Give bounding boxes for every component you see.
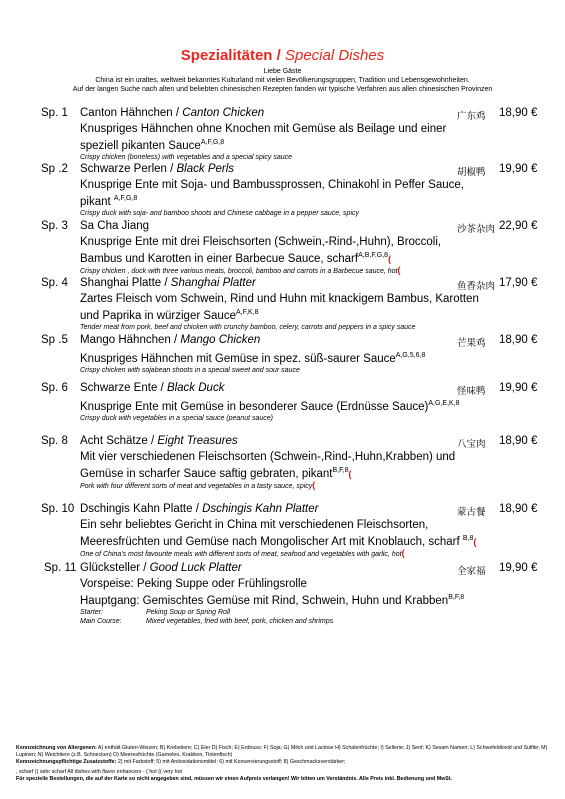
starter-label: Starter: [80,608,103,616]
desc-en: Crispy chicken (boneless) with vegetables and a special spicy sauce [80,153,293,161]
dish-description [80,518,490,559]
dish-name-en: Black Perls [176,163,235,175]
starter-text: Peking Soup or Spring Roll [146,608,231,616]
dish-code: Sp. 4 [41,277,68,289]
dish-name-en: Shanghai Platter [170,277,256,289]
main-course-label: Main Course: [80,617,122,625]
dish-price: 19,90 € [499,163,538,175]
page-title [0,47,565,64]
dish-name-en: Canton Chicken [182,107,265,119]
footer-notes [16,745,556,783]
desc-en [80,481,480,491]
dish-name-de: Shanghai Platte / [80,277,171,289]
dish-name-de: Acht Schätze / [80,435,158,447]
dish-name [80,562,242,574]
desc-en [80,549,490,559]
title-de: Spezialitäten / [180,47,285,64]
dish-name [80,435,238,447]
dish-chinese-name: 八宝肉 [457,439,486,450]
dish-name-en: Mango Chicken [180,334,261,346]
allergen-codes: A,B,F,G,8 [358,252,389,259]
dish-name-de: Schwarze Perlen / [80,163,177,175]
main-course-de [80,591,500,608]
chili-icon: ( [312,479,316,490]
allergen-codes: A,G,5,6,8 [395,352,426,359]
closing-note [16,776,556,783]
dish-name-de: Canton Hähnchen / [80,107,183,119]
dish-code: Sp .5 [41,334,68,346]
closing-text: Für spezielle Bestellungen, die auf der Karte so nicht angegeben sind, müssen wir einen Aufpreis verlangen! Wir bitten um Verständnis. Alle Preis inkl. Bedienung und MwSt. [16,776,453,782]
allergen-codes: A,F,K,8 [235,309,259,316]
dish-name [80,503,318,515]
dish-name-en: Eight Treasures [157,435,238,447]
dish-code: Sp. 8 [41,435,68,447]
desc-de: Knusprige Ente mit drei Fleischsorten (Schwein,-Rind-,Huhn), Broccoli, Bambus und Karotten in einer Barbecue Sauce, scharf [80,236,442,265]
intro-text [20,67,545,94]
desc-de: Knusprige Ente mit Soja- und Bambussprossen, Chinakohl in Peffer Sauce, pikant [80,179,464,208]
dish-chinese-name: 怪味鸭 [457,386,486,397]
dish-chinese-name: 芒果鸡 [457,338,486,349]
dish-description [80,397,480,423]
allergen-codes: A,G,E,K,8 [428,400,460,407]
dish-chinese-name: 广东鸡 [457,111,486,122]
dish-description [80,450,480,491]
starter-de: Vorspeise: Peking Suppe oder Frühlingsrolle [80,578,307,590]
dish-price: 18,90 € [499,503,538,515]
dish-name-de: Glücksteller / [80,562,150,574]
dish-price: 19,90 € [499,562,538,574]
intro-line: China ist ein uraltes, weltweit bekanntes Kulturland mit vielen Bevölkerungsgruppen, Tradition und Lebensgewohnheiten. [95,77,470,84]
desc-en-text: Crispy chicken , duck with three various meats, broccoli, bamboo and carrots in a Barbecue sauce, hot [80,267,398,275]
desc-en: Tender meat from pork, beef and chicken with crunchy bamboo, celery, carrots and peppers in a spicy sauce [80,323,416,331]
dish-price: 22,90 € [499,220,538,232]
chili-icon: ( [401,547,405,558]
desc-en: Crispy duck with soja- and bamboo shoots and Chinese cabbage in a pepper sauce, spicy [80,209,359,217]
dish-name [80,382,224,394]
dish-code: Sp .2 [41,163,68,175]
allergen-title: Kennzeichnung von Allergenen: [16,745,97,751]
starter-en [80,608,500,617]
main-course-text: Hauptgang: Gemischtes Gemüse mit Rind, Schwein, Huhn und Krabben [80,594,449,607]
chili-icon: ( [397,264,401,275]
dish-code: Sp. 11 [44,562,77,574]
dish-name [80,163,234,175]
dish-description [80,122,480,162]
allergen-codes: A,F,G,8 [113,195,138,202]
allergen-codes: B,F,8 [332,467,349,474]
intro-line: Auf der langen Suche nach alten und beliebten chinesischen Rezepten fanden wir typische Verfahren aus allen chinesischen Provinzen [72,86,493,93]
allergen-codes: B,F,8 [448,594,465,601]
dish-code: Sp. 6 [41,382,68,394]
dish-name-de: Schwarze Ente / [80,382,167,394]
additive-title: Kennzeichnungspflichtige Zusatzstoffe: [16,759,117,765]
dish-chinese-name: 蒙古餐 [457,507,486,518]
desc-de: Knuspriges Hähnchen ohne Knochen mit Gemüse als Beilage und einer speziell pikanten Sauce [80,123,447,152]
dish-name [80,220,149,232]
dish-chinese-name: 全家福 [457,566,486,577]
dish-price: 18,90 € [499,435,538,447]
main-course-en [80,617,500,626]
dish-code: Sp. 10 [41,503,75,515]
dish-name-en: Black Duck [166,382,225,394]
dish-code: Sp. 1 [41,107,68,119]
dish-name-en: Good Luck Platter [149,562,242,574]
desc-en: Crispy duck with vegetables in a special sauce (peanut sauce) [80,414,273,422]
dish-price: 19,90 € [499,382,538,394]
dish-chinese-name: 鱼香杂肉 [457,281,496,292]
dish-price: 18,90 € [499,107,538,119]
dish-price: 17,90 € [499,277,538,289]
dish-chinese-name: 沙茶杂肉 [457,224,496,235]
allergen-codes: B,8 [462,535,474,542]
dish-name-de: Sa Cha Jiang [80,220,150,232]
allergen-codes: A,F,G,8 [200,139,225,146]
allergen-text: A) enthält Gluten-Weizen; B) Krebstiere; C) Eier D) Fisch; E) Erdnuss; F) Soja; G) Milch und Lactose H) Schalenfrüchte; I) Sellerie; J) Senf; K) Sesam Namen; L) Schwefeldioxid und Sulfite; M) Lupinen; N) Weichtiere (z.B. Schnecken) O) Meeresfrüchte (Garnelen, Krabben, Tintenfisch) [16,745,548,758]
dish-description [80,292,480,332]
desc-de: Ein sehr beliebtes Gericht in China mit verschiedenen Fleischsorten, Meeresfrüchten und Gemüse nach Mongolischer Art mit Knoblauch, scharf [80,519,463,548]
desc-en [80,266,480,276]
dish-code: Sp. 3 [41,220,68,232]
additive-text: 2) mit Farbstoff; 5) mit Antioxidationsmittel; 6) mit Konservierungsstoff; 8) Geschmacksverstärker; [116,759,346,765]
dish-name [80,334,260,346]
chili-icon: ( [473,536,477,547]
desc-de: Knuspriges Hähnchen mit Gemüse in spez. süß-saurer Sauce [80,352,396,365]
dish-description [80,178,480,218]
dish-chinese-name: 胡椒鸭 [457,167,486,178]
intro-line: Liebe Gäste [263,68,302,75]
desc-en: Crispy chicken with sojabean shoots in a special sweet and sour sauce [80,366,300,374]
desc-en-text: Pork with four different sorts of meat and vegetables in a tasty sauce, spicy [80,482,313,490]
dish-description [80,577,500,626]
chili-legend: , scharf (( sehr scharf All dishes with flavor enhancers - ( hot (( very hot [16,769,183,775]
dish-name-de: Mango Hähnchen / [80,334,181,346]
dish-name [80,107,264,119]
desc-de: Mit vier verschiedenen Fleischsorten (Schwein-,Rind-,Huhn,Krabben) und Gemüse in scharfer Sauce saftig gebraten, pikant [80,451,456,480]
dish-price: 18,90 € [499,334,538,346]
dish-name-de: Dschingis Kahn Platte / [80,503,203,515]
desc-en-text: One of China's most favourite meals with different sorts of meat, seafood and vegetables with garlic, hot [80,550,402,558]
desc-de: Knusprige Ente mit Gemüse in besonderer Sauce (Erdnüsse Sauce) [80,400,429,413]
dish-description [80,349,480,375]
title-en: Special Dishes [284,47,385,64]
dish-name [80,277,256,289]
main-course-en-text: Mixed vegetables, fried with beef, pork, chicken and shrimps [146,617,334,625]
desc-de: Zartes Fleisch vom Schwein, Rind und Huhn mit knackigem Bambus, Karotten und Paprika in würziger Sauce [80,293,479,322]
dish-name-en: Dschingis Kahn Platter [202,503,319,515]
allergen-legend [16,745,556,759]
dish-description [80,235,480,276]
chili-icon: ( [388,253,392,264]
chili-icon: ( [348,468,352,479]
additive-legend [16,759,556,766]
